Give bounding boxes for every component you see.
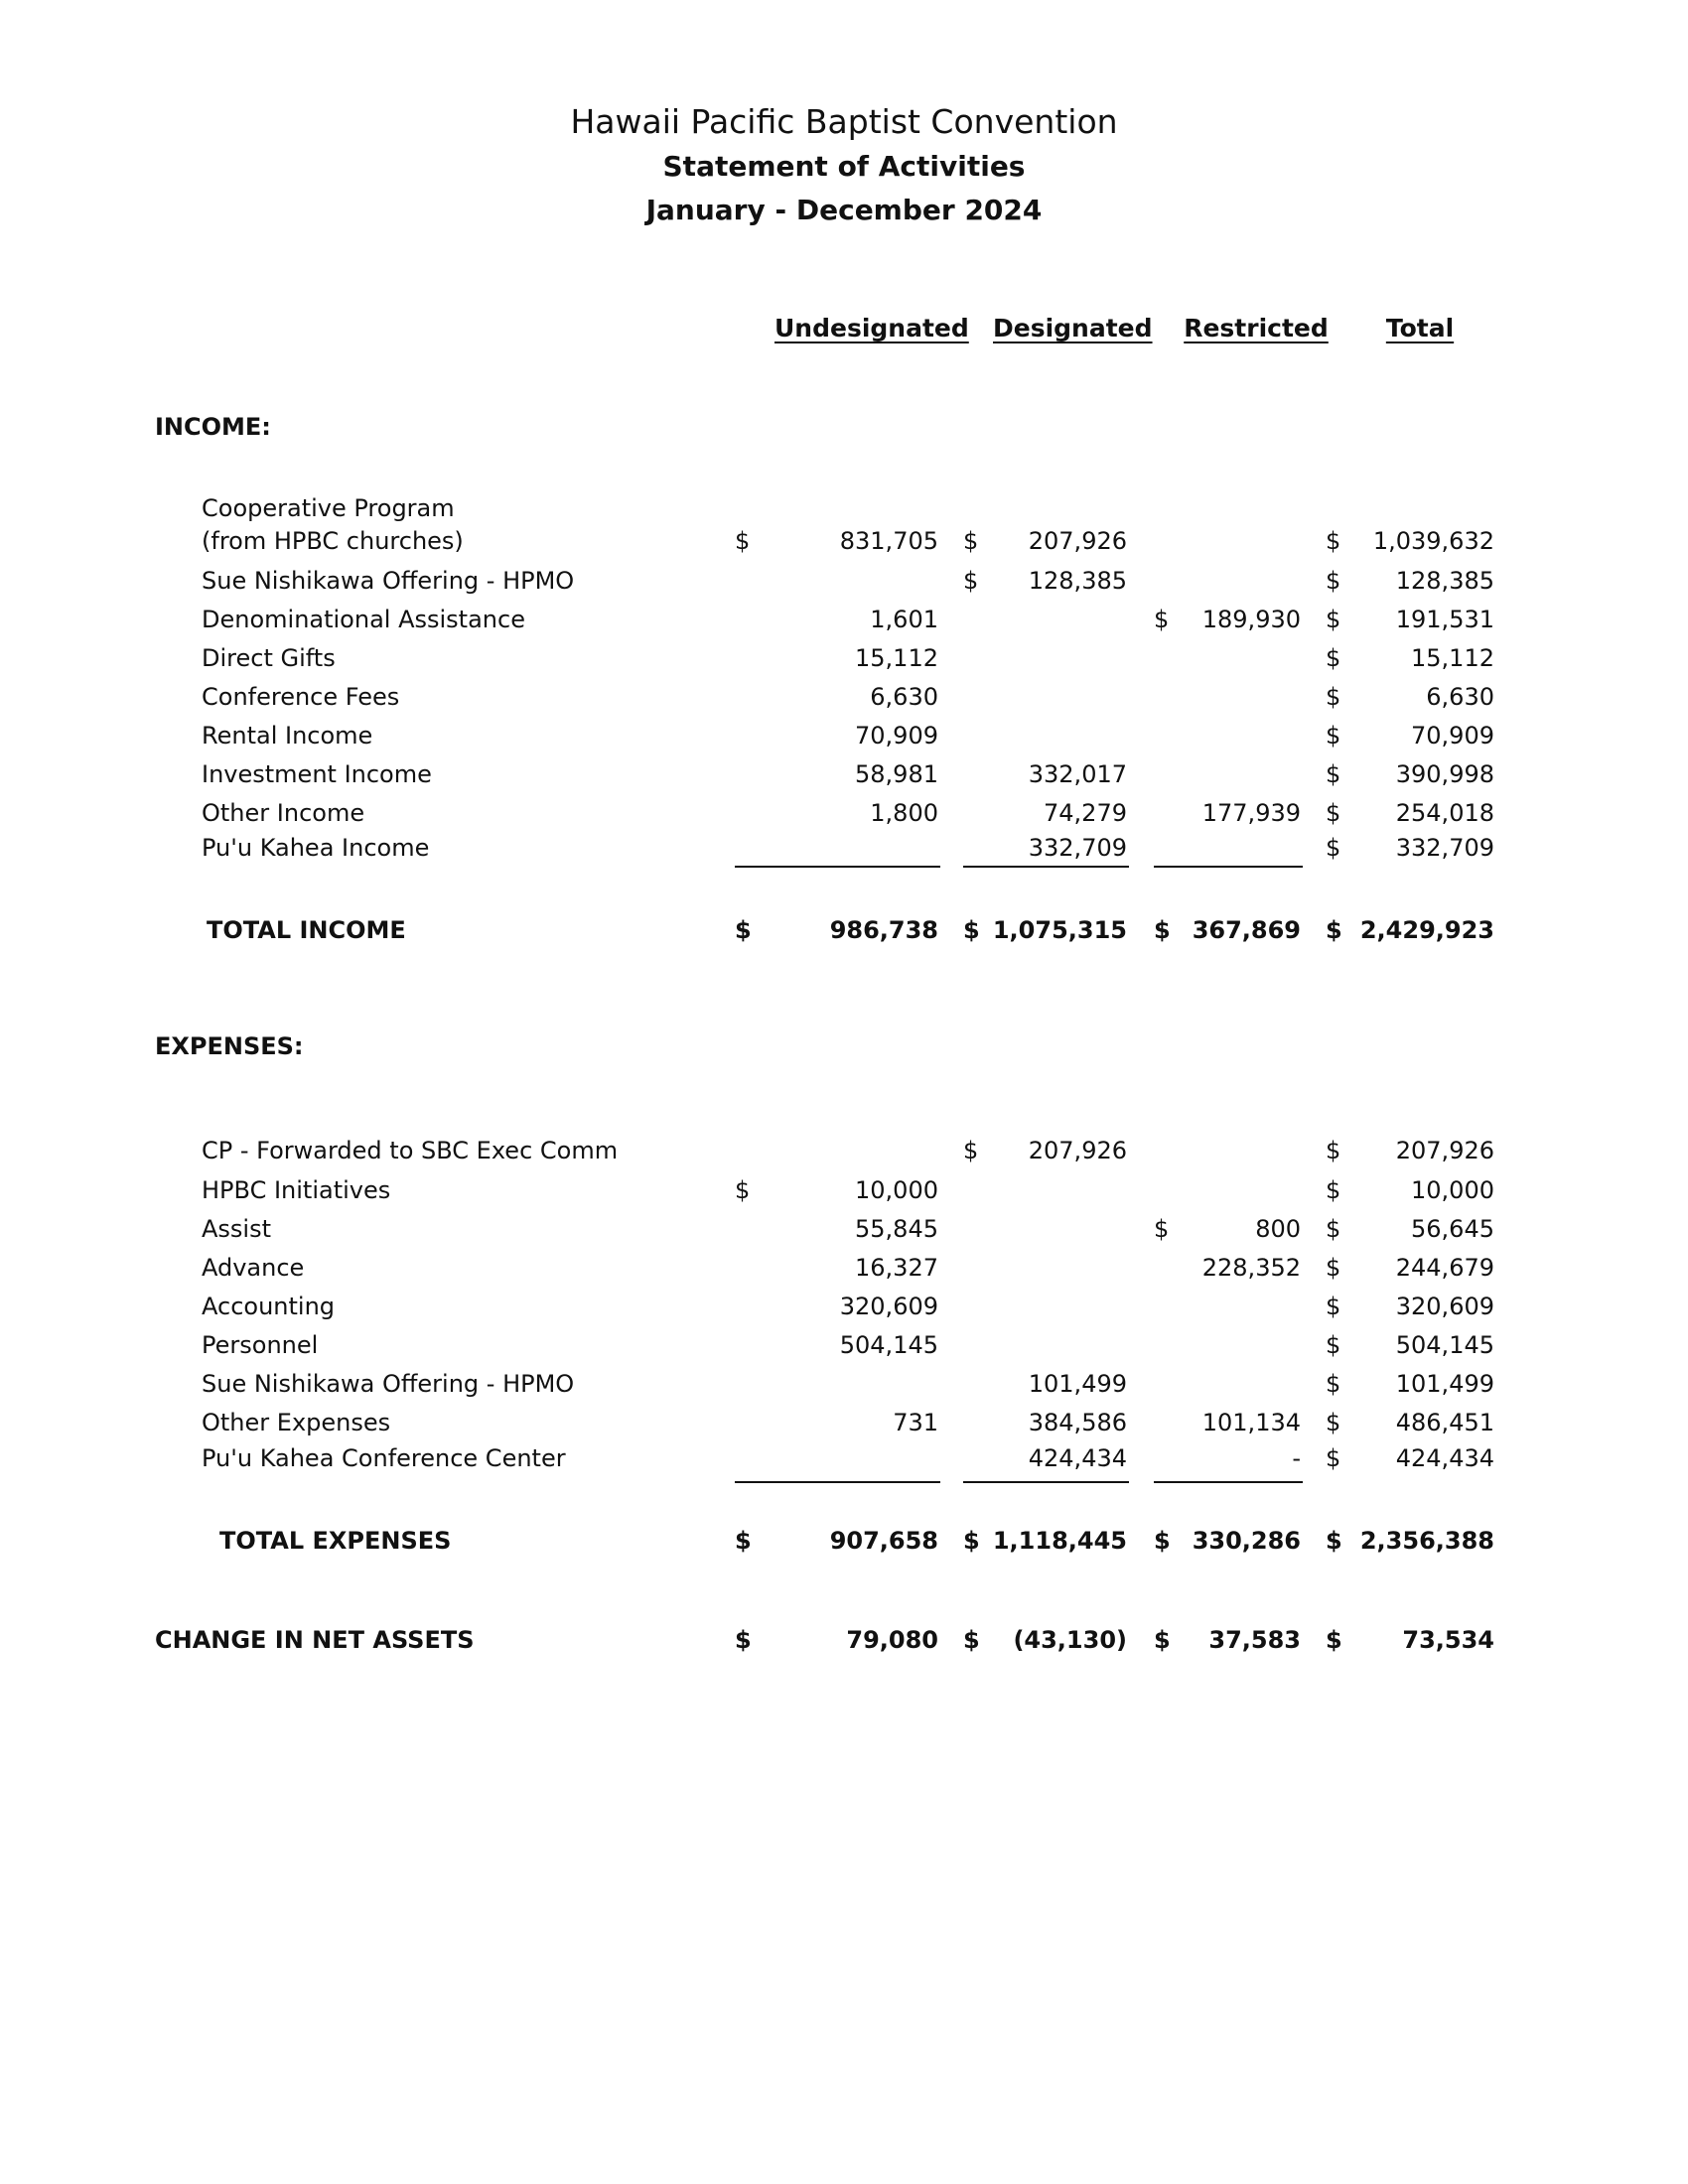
expense-row [0,1439,1688,1477]
income-row [0,639,1688,677]
income-row [0,601,1688,638]
amount-undesignated: 79,080 [846,1626,938,1654]
amount-total: 73,534 [1402,1626,1494,1654]
expense-row [0,1365,1688,1403]
row-label: Direct Gifts [202,644,336,672]
row-label: HPBC Initiatives [202,1176,391,1204]
amount-restricted: 101,134 [1201,1409,1301,1436]
row-label: Rental Income [202,722,373,750]
row-label: Investment Income [202,760,432,788]
expense-row [0,1171,1688,1209]
row-label: Other Income [202,799,365,827]
amount-restricted: 228,352 [1201,1254,1301,1282]
amount-total: 191,531 [1395,606,1494,633]
dollar-sign: $ [1154,606,1170,633]
income-row [0,717,1688,754]
dollar-sign: $ [1154,1626,1171,1654]
amount-designated: 74,279 [1044,799,1127,827]
document-header [0,99,1688,232]
amount-undesignated: 320,609 [839,1293,938,1320]
amount-total: 56,645 [1411,1215,1494,1243]
amount-undesignated: 10,000 [855,1176,938,1204]
dollar-sign: $ [1326,834,1341,862]
row-label: (from HPBC churches) [202,527,464,555]
expense-row [0,1249,1688,1287]
expense-restricted-underline [1154,1481,1303,1483]
amount-total: 504,145 [1395,1331,1494,1359]
income-designated-underline [963,866,1129,868]
amount-designated: 332,709 [1028,834,1127,862]
row-label: Sue Nishikawa Offering - HPMO [202,1370,575,1398]
row-label: TOTAL INCOME [207,916,406,944]
expense-undesignated-underline [735,1481,940,1483]
amount-designated: 128,385 [1028,567,1127,595]
income-undesignated-underline [735,866,940,868]
dollar-sign: $ [735,916,752,944]
row-label: Advance [202,1254,305,1282]
row-label: TOTAL EXPENSES [219,1527,452,1555]
dollar-sign: $ [963,1626,980,1654]
income-row [0,829,1688,867]
amount-total: 1,039,632 [1372,527,1494,555]
amount-total: 390,998 [1395,760,1494,788]
dollar-sign: $ [1326,760,1341,788]
income-row [0,522,1688,560]
dollar-sign: $ [963,1137,979,1164]
expense-designated-underline [963,1481,1129,1483]
column-header-restricted: Restricted [1184,314,1329,342]
amount-restricted: 177,939 [1201,799,1301,827]
amount-undesignated: 1,601 [870,606,938,633]
column-header-undesignated: Undesignated [774,314,969,342]
dollar-sign: $ [1326,1176,1341,1204]
amount-total: 128,385 [1395,567,1494,595]
row-label: CP - Forwarded to SBC Exec Comm [202,1137,619,1164]
amount-restricted: 367,869 [1192,916,1301,944]
dollar-sign: $ [1326,1331,1341,1359]
expense-row [0,1404,1688,1441]
amount-designated: 384,586 [1028,1409,1127,1436]
amount-designated: (43,130) [1013,1626,1127,1654]
row-label: Accounting [202,1293,336,1320]
dollar-sign: $ [1326,606,1341,633]
amount-restricted: - [1292,1444,1301,1472]
amount-total: 254,018 [1395,799,1494,827]
amount-undesignated: 16,327 [855,1254,938,1282]
row-label: Assist [202,1215,272,1243]
row-label: Pu'u Kahea Income [202,834,430,862]
income-heading: INCOME: [155,413,271,441]
dollar-sign: $ [735,1626,752,1654]
amount-designated: 424,434 [1028,1444,1127,1472]
dollar-sign: $ [735,1176,751,1204]
expense-row [0,1210,1688,1248]
amount-undesignated: 907,658 [829,1527,938,1555]
statement-period: January - December 2024 [645,194,1043,226]
dollar-sign: $ [1326,799,1341,827]
amount-undesignated: 15,112 [855,644,938,672]
dollar-sign: $ [963,1527,980,1555]
amount-undesignated: 55,845 [855,1215,938,1243]
dollar-sign: $ [1326,1370,1341,1398]
amount-restricted: 330,286 [1192,1527,1301,1555]
amount-total: 207,926 [1395,1137,1494,1164]
dollar-sign: $ [1326,644,1341,672]
amount-designated: 207,926 [1028,1137,1127,1164]
amount-undesignated: 831,705 [839,527,938,555]
amount-undesignated: 6,630 [870,683,938,711]
dollar-sign: $ [1326,1254,1341,1282]
total-income [0,911,1688,949]
dollar-sign: $ [1154,1215,1170,1243]
amount-designated: 1,118,445 [992,1527,1127,1555]
row-label: CHANGE IN NET ASSETS [155,1626,475,1654]
dollar-sign: $ [963,916,980,944]
amount-undesignated: 58,981 [855,760,938,788]
amount-total: 320,609 [1395,1293,1494,1320]
dollar-sign: $ [1326,1215,1341,1243]
amount-total: 332,709 [1395,834,1494,862]
dollar-sign: $ [1326,1527,1342,1555]
amount-total: 70,909 [1411,722,1494,750]
dollar-sign: $ [1326,1626,1342,1654]
amount-designated: 1,075,315 [992,916,1127,944]
dollar-sign: $ [735,1527,752,1555]
dollar-sign: $ [1326,722,1341,750]
amount-designated: 101,499 [1028,1370,1127,1398]
change-in-net-assets [0,1621,1688,1659]
dollar-sign: $ [1326,916,1342,944]
amount-total: 2,356,388 [1359,1527,1494,1555]
statement-title: Statement of Activities [662,150,1026,183]
row-label: Personnel [202,1331,319,1359]
dollar-sign: $ [1326,1409,1341,1436]
expenses-heading: EXPENSES: [155,1032,304,1060]
expense-row [0,1326,1688,1364]
dollar-sign: $ [1326,527,1341,555]
row-label: Pu'u Kahea Conference Center [202,1444,566,1472]
row-label: Sue Nishikawa Offering - HPMO [202,567,575,595]
row-label: Other Expenses [202,1409,391,1436]
amount-total: 101,499 [1395,1370,1494,1398]
income-restricted-underline [1154,866,1303,868]
amount-total: 424,434 [1395,1444,1494,1472]
cooperative-program-label: Cooperative Program [202,494,455,522]
organization-name: Hawaii Pacific Baptist Convention [570,102,1118,141]
amount-total: 15,112 [1411,644,1494,672]
dollar-sign: $ [1154,916,1171,944]
amount-designated: 332,017 [1028,760,1127,788]
amount-total: 244,679 [1395,1254,1494,1282]
dollar-sign: $ [1326,1293,1341,1320]
row-label: Conference Fees [202,683,400,711]
row-label: Denominational Assistance [202,606,525,633]
dollar-sign: $ [1326,1444,1341,1472]
income-row [0,562,1688,600]
amount-total: 10,000 [1411,1176,1494,1204]
amount-undesignated: 1,800 [870,799,938,827]
amount-restricted: 189,930 [1201,606,1301,633]
dollar-sign: $ [963,567,979,595]
income-row [0,794,1688,832]
dollar-sign: $ [1326,567,1341,595]
amount-undesignated: 70,909 [855,722,938,750]
amount-designated: 207,926 [1028,527,1127,555]
amount-restricted: 800 [1255,1215,1301,1243]
dollar-sign: $ [735,527,751,555]
amount-total: 6,630 [1426,683,1494,711]
amount-restricted: 37,583 [1208,1626,1301,1654]
income-row [0,755,1688,793]
amount-total: 2,429,923 [1359,916,1494,944]
dollar-sign: $ [963,527,979,555]
amount-total: 486,451 [1395,1409,1494,1436]
column-header-designated: Designated [993,314,1153,342]
expense-row [0,1132,1688,1169]
total-expenses [0,1522,1688,1560]
dollar-sign: $ [1326,683,1341,711]
amount-undesignated: 986,738 [829,916,938,944]
amount-undesignated: 504,145 [839,1331,938,1359]
column-header-total: Total [1385,314,1455,342]
dollar-sign: $ [1326,1137,1341,1164]
dollar-sign: $ [1154,1527,1171,1555]
expense-row [0,1288,1688,1325]
income-row [0,678,1688,716]
amount-undesignated: 731 [893,1409,938,1436]
